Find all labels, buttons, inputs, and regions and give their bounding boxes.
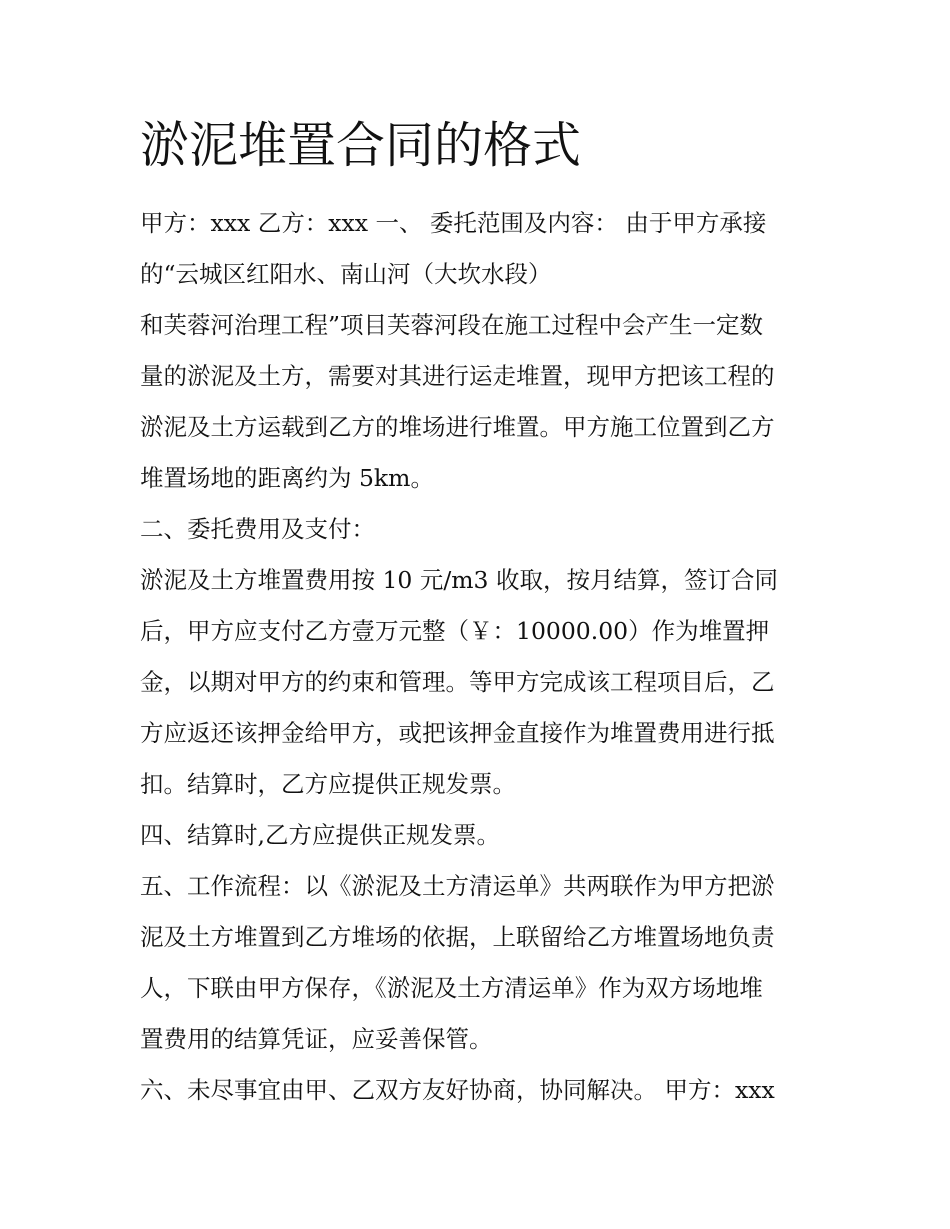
body-line: 置费用的结算凭证，应妥善保管。 <box>140 1025 493 1053</box>
body-line: 堆置场地的距离约为 5km。 <box>140 464 434 492</box>
body-line: 泥及土方堆置到乙方堆场的依据，上联留给乙方堆置场地负责 <box>140 923 775 951</box>
body-line: 金，以期对甲方的约束和管理。等甲方完成该工程项目后，乙 <box>140 668 775 696</box>
body-line: 扣。结算时，乙方应提供正规发票。 <box>140 770 516 798</box>
document-title: 淤泥堆置合同的格式 <box>140 117 582 174</box>
body-line: 的“云城区红阳水、南山河（大坎水段） <box>140 260 552 288</box>
body-line: 方应返还该押金给甲方，或把该押金直接作为堆置费用进行抵 <box>140 719 775 747</box>
body-line: 量的淤泥及土方，需要对其进行运走堆置，现甲方把该工程的 <box>140 362 775 390</box>
body-line: 甲方：xxx 乙方：xxx 一、 委托范围及内容： 由于甲方承接 <box>140 209 767 237</box>
document-body <box>140 198 820 1116</box>
body-line: 人，下联由甲方保存，《淤泥及土方清运单》作为双方场地堆 <box>140 974 763 1002</box>
section-line: 五、工作流程：以《淤泥及土方清运单》共两联作为甲方把淤 <box>140 872 775 900</box>
body-line: 淤泥及土方堆置费用按 10 元/m3 收取，按月结算，签订合同 <box>140 566 778 594</box>
body-line: 和芙蓉河治理工程”项目芙蓉河段在施工过程中会产生一定数 <box>140 311 764 339</box>
body-line: 淤泥及土方运载到乙方的堆场进行堆置。甲方施工位置到乙方 <box>140 413 775 441</box>
section-line: 六、未尽事宜由甲、乙双方友好协商，协同解决。 甲方：xxx <box>140 1076 775 1104</box>
section-line: 四、结算时,乙方应提供正规发票。 <box>140 821 500 849</box>
section-heading: 二、委托费用及支付： <box>140 515 375 543</box>
body-line: 后，甲方应支付乙方壹万元整（￥：10000.00）作为堆置押 <box>140 617 770 645</box>
